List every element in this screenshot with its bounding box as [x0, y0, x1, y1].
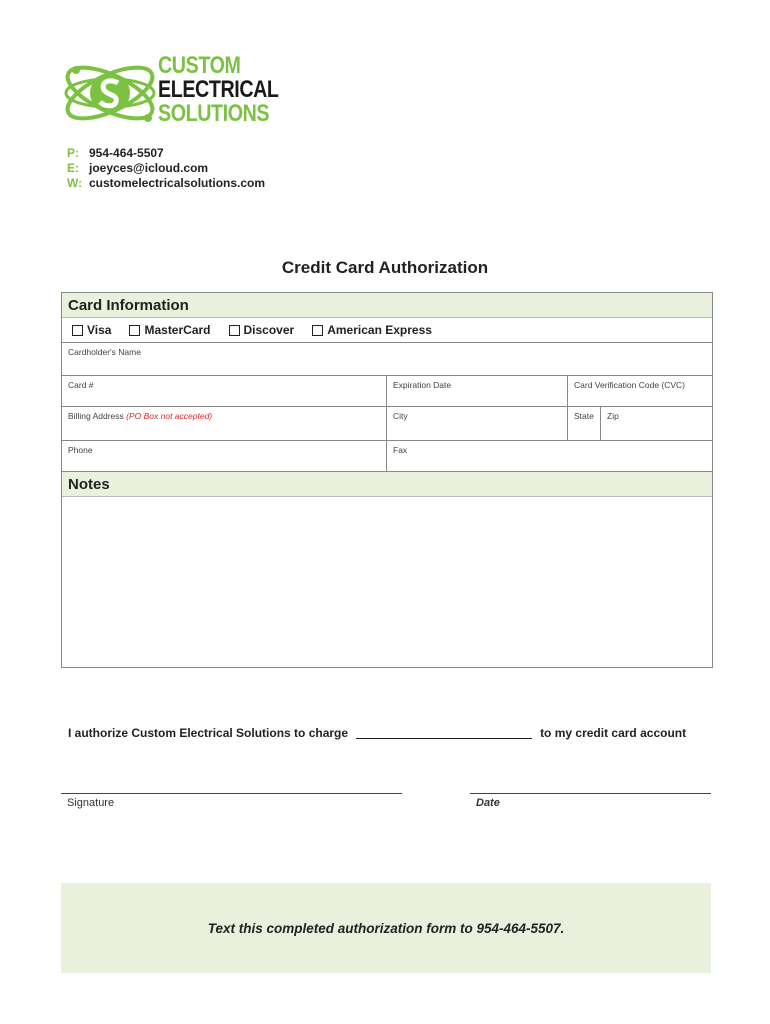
- city-field[interactable]: City: [386, 407, 567, 440]
- cvc-field[interactable]: Card Verification Code (CVC): [567, 376, 712, 406]
- checkbox-icon[interactable]: [72, 325, 83, 336]
- logo-wordmark: [158, 54, 279, 126]
- logo-atom-icon: [60, 48, 160, 138]
- zip-field[interactable]: Zip: [600, 407, 712, 440]
- footer-instruction-box: [61, 883, 711, 973]
- authorization-statement: I authorize Custom Electrical Solutions to charge to my credit card account: [68, 726, 687, 740]
- mastercard-checkbox[interactable]: MasterCard: [129, 323, 210, 337]
- cardholder-row: [62, 343, 712, 376]
- discover-checkbox[interactable]: Discover: [229, 323, 295, 337]
- cardholder-name-field[interactable]: Cardholder's Name: [68, 347, 141, 357]
- checkbox-icon[interactable]: [229, 325, 240, 336]
- expiration-date-field[interactable]: Expiration Date: [386, 376, 567, 406]
- card-number-field[interactable]: Card #: [68, 380, 94, 390]
- notes-textarea[interactable]: [62, 497, 712, 667]
- logo-line-3: SOLUTIONS: [158, 100, 270, 127]
- visa-checkbox[interactable]: Visa: [72, 323, 111, 337]
- date-line[interactable]: [470, 793, 711, 794]
- state-field[interactable]: State: [567, 407, 600, 440]
- footer-instruction: Text this completed authorization form to 954-464-5507.: [207, 920, 565, 936]
- checkbox-icon[interactable]: [129, 325, 140, 336]
- charge-amount-field[interactable]: [356, 726, 532, 739]
- checkbox-icon[interactable]: [312, 325, 323, 336]
- logo-line-1: CUSTOM: [158, 52, 241, 79]
- billing-warning: (PO Box not accepted): [126, 411, 213, 421]
- logo-line-2: ELECTRICAL: [158, 76, 279, 103]
- signature-line[interactable]: [61, 793, 402, 794]
- contact-website: W: customelectricalsolutions.com: [67, 176, 266, 190]
- billing-row: [62, 407, 712, 441]
- american-express-checkbox[interactable]: American Express: [312, 323, 432, 337]
- contact-email: E: joeyces@icloud.com: [67, 161, 209, 175]
- card-type-options: [62, 318, 712, 343]
- phone-field[interactable]: Phone: [68, 445, 93, 455]
- contact-phone: P: 954-464-5507: [67, 146, 164, 160]
- card-information-heading: Card Information: [62, 293, 712, 318]
- date-label: Date: [476, 797, 500, 809]
- signature-label: Signature: [67, 797, 115, 809]
- billing-address-field[interactable]: Billing Address (PO Box not accepted): [68, 411, 213, 421]
- fax-field[interactable]: Fax: [386, 441, 712, 471]
- notes-heading: Notes: [62, 472, 712, 497]
- phone-row: [62, 441, 712, 472]
- authorization-form: [61, 292, 713, 668]
- page-title: Credit Card Authorization: [281, 258, 489, 277]
- card-number-row: [62, 376, 712, 407]
- contact-info: [67, 146, 265, 191]
